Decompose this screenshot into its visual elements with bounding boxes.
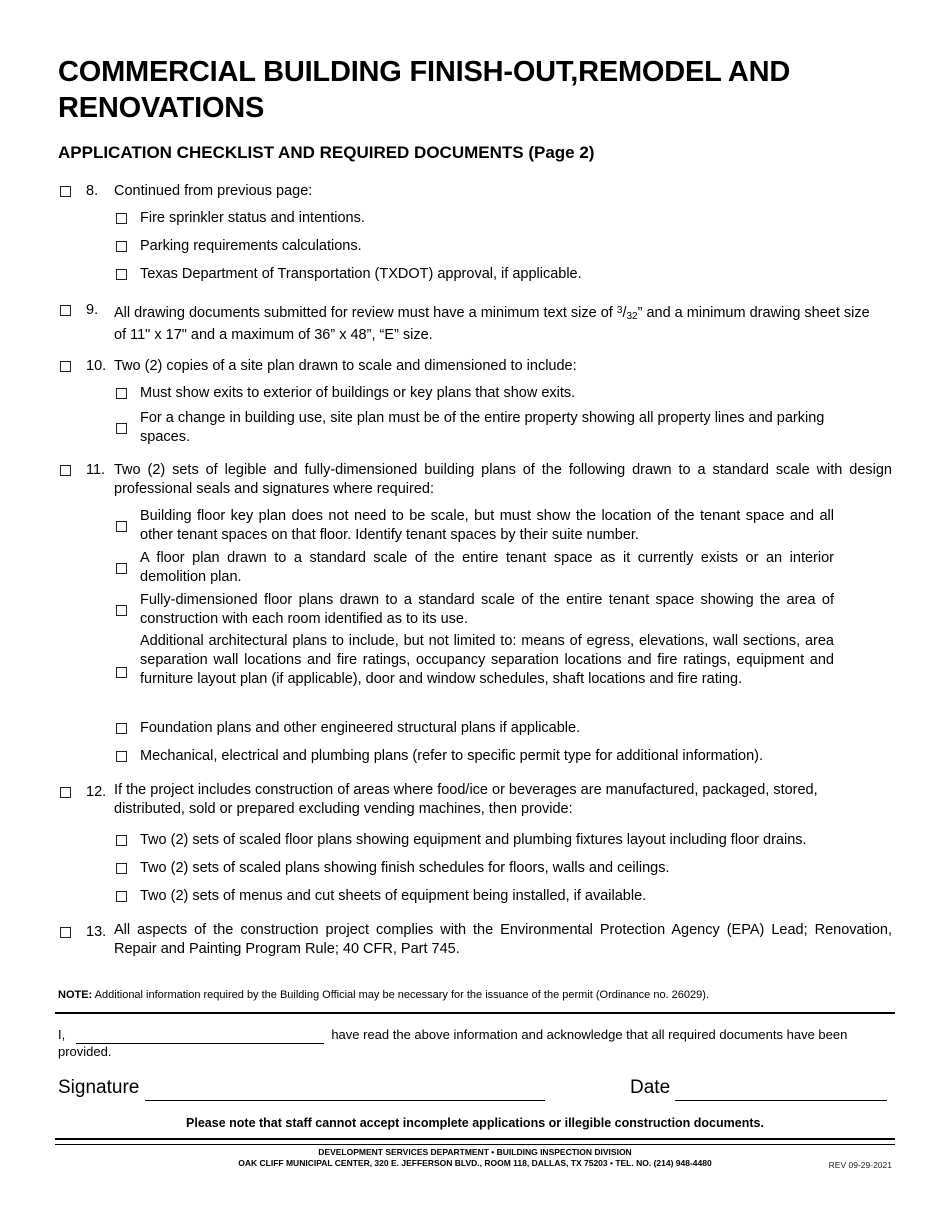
checkbox-txdot[interactable] [116,269,127,280]
checkbox-item-8[interactable] [60,186,71,197]
item-text: All aspects of the construction project complies with the Environmental Protection Agency (EPA) Lead; Renovation, Repair and Painting Program Rule; 40 CFR, Part 745. [114,922,892,957]
checkbox-exits[interactable] [116,388,127,399]
date-label: Date [630,1077,671,1098]
checkbox-equipment-plans[interactable] [116,835,127,846]
page-subtitle: APPLICATION CHECKLIST AND REQUIRED DOCUMENTS (Page 2) [58,143,595,162]
acknowledgment [58,1027,894,1060]
signature-label: Signature [58,1077,140,1098]
checkbox-dimensioned-floor-plans[interactable] [116,605,127,616]
checkbox-item-13[interactable] [60,927,71,938]
incomplete-warning: Please note that staff cannot accept incomplete applications or illegible construction documents. [186,1116,764,1130]
subitem-text: Fire sprinkler status and intentions. [140,210,365,226]
item-number: 13. [86,924,107,940]
subitem-text: A floor plan drawn to a standard scale of the entire tenant space as it currently exists or an interior demolition plan. [140,550,834,585]
page-title: COMMERCIAL BUILDING FINISH-OUT,REMODEL AND RENOVATIONS [58,56,791,124]
item-number: 10. [86,358,107,374]
note [58,988,709,1002]
signature-field[interactable] [145,1076,545,1101]
item-text: If the project includes construction of areas where food/ice or beverages are manufactured, packaged, stored, distributed, sold or prepared excluding vending machines, then provide: [114,782,818,817]
item-number: 8. [86,183,99,199]
checkbox-menus-cut-sheets[interactable] [116,891,127,902]
subitem-text: Two (2) sets of scaled floor plans showing equipment and plumbing fixtures layout including floor drains. [140,832,807,848]
signature-row [58,1076,545,1101]
item-number: 11. [86,462,106,478]
checkbox-parking[interactable] [116,241,127,252]
checkbox-mep-plans[interactable] [116,751,127,762]
subitem-text: Building floor key plan does not need to be scale, but must show the location of the tenant space and all other tenant spaces on that floor. Identify tenant spaces by their suite number. [140,508,834,543]
footer-rule-bottom [55,1144,895,1145]
checkbox-item-11[interactable] [60,465,71,476]
subitem-text: Parking requirements calculations. [140,238,362,254]
name-field[interactable] [76,1027,324,1044]
checkbox-item-12[interactable] [60,787,71,798]
footer-department: DEVELOPMENT SERVICES DEPARTMENT • BUILDING INSPECTION DIVISION [318,1147,632,1157]
checkbox-architectural-plans[interactable] [116,667,127,678]
checkbox-item-9[interactable] [60,305,71,316]
checkbox-existing-floor-plan[interactable] [116,563,127,574]
ack-text: have read the above information and acknowledge that all required documents have been provided. [58,1027,848,1059]
subitem-text: Must show exits to exterior of buildings or key plans that show exits. [140,385,576,401]
footer-rule-top [55,1138,895,1140]
date-row [630,1076,887,1101]
footer-address: OAK CLIFF MUNICIPAL CENTER, 320 E. JEFFERSON BLVD., ROOM 118, DALLAS, TX 75203 • TEL. NO. (214) 948-4480 [238,1158,712,1168]
checkbox-key-plan[interactable] [116,521,127,532]
date-field[interactable] [675,1076,887,1101]
subitem-text: Foundation plans and other engineered structural plans if applicable. [140,720,581,736]
item-text: All drawing documents submitted for review must have a minimum text size of $^3/_{32}$” and a minimum drawing sheet size of 11" x 17" and a maximum of 36” x 48”, “E” size. [114,305,870,343]
subitem-text: Fully-dimensioned floor plans drawn to a standard scale of the entire tenant space showing the area of construction with each room identified as to its use. [140,592,834,627]
revision-date: REV 09-29-2021 [828,1160,892,1170]
checkbox-finish-schedules[interactable] [116,863,127,874]
item-text: Two (2) copies of a site plan drawn to scale and dimensioned to include: [114,358,577,374]
subitem-text: Two (2) sets of menus and cut sheets of equipment being installed, if available. [140,888,647,904]
subitem-text: Additional architectural plans to include, but not limited to: means of egress, elevations, wall sections, area separation wall locations and fire ratings, occupancy separation locations and fire ratings, equipment and furniture layout plan (if applicable), door and window schedules, shaft locations and fire rating. [140,633,834,687]
divider [55,1012,895,1014]
checkbox-change-of-use[interactable] [116,423,127,434]
item-number: 12. [86,784,107,800]
checkbox-fire-sprinkler[interactable] [116,213,127,224]
note-text: Additional information required by the Building Official may be necessary for the issuance of the permit (Ordinance no. 26029). [92,989,709,1001]
subitem-text: Two (2) sets of scaled plans showing finish schedules for floors, walls and ceilings. [140,860,670,876]
checkbox-item-10[interactable] [60,361,71,372]
item-text: Two (2) sets of legible and fully-dimensioned building plans of the following drawn to a standard scale with design professional seals and signatures where required: [114,462,892,497]
item-text: Continued from previous page: [114,183,313,199]
ack-prefix: I, [58,1027,66,1042]
subitem-text: Texas Department of Transportation (TXDOT) approval, if applicable. [140,266,582,282]
note-label: NOTE: [58,989,93,1001]
subitem-text: For a change in building use, site plan must be of the entire property showing all property lines and parking spaces. [140,410,825,445]
subitem-text: Mechanical, electrical and plumbing plans (refer to specific permit type for additional information). [140,748,763,764]
checkbox-foundation-plans[interactable] [116,723,127,734]
item-number: 9. [86,302,99,318]
